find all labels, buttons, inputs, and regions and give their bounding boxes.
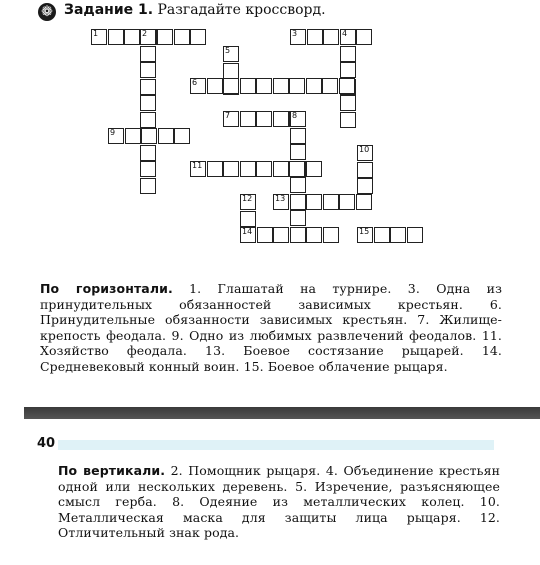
crossword-cell[interactable]: [207, 161, 223, 177]
crossword-cell[interactable]: [306, 78, 322, 94]
crossword-cell[interactable]: [374, 227, 390, 243]
crossword-cell[interactable]: [290, 227, 306, 243]
crossword-cell[interactable]: [207, 78, 223, 94]
crossword-cell[interactable]: [323, 29, 339, 45]
crossword-cell[interactable]: [339, 194, 355, 210]
crossword-cell[interactable]: [223, 161, 239, 177]
vertical-heading: По вертикали.: [58, 463, 166, 478]
clue-number: 9: [110, 128, 116, 137]
crossword-cell[interactable]: [240, 111, 256, 127]
task-icon: ❁: [38, 3, 56, 21]
clue-number: 10: [359, 145, 370, 154]
clue-number: 14: [242, 227, 253, 236]
clue-number: 11: [192, 161, 203, 170]
crossword-cell[interactable]: [290, 194, 306, 210]
crossword-cell[interactable]: [290, 210, 306, 226]
crossword-cell[interactable]: [306, 161, 322, 177]
page-number: 40: [37, 436, 56, 451]
crossword-cell[interactable]: [223, 78, 239, 94]
crossword-cell[interactable]: [339, 78, 355, 94]
crossword-cell[interactable]: [307, 29, 323, 45]
crossword-cell[interactable]: [125, 128, 141, 144]
vertical-text: 2. Помощник рыцаря. 4. Объединение крестьян одной или нескольких деревень. 5. Изречение, разъясняющее смысл герба. 8. Одеяние из металлических колец. 10. Металлическая маска для защиты лица рыцаря. 12. Отличительный знак рода.: [58, 463, 500, 541]
crossword-cell[interactable]: [140, 46, 156, 62]
crossword-cell[interactable]: [273, 227, 289, 243]
crossword-cell[interactable]: [140, 79, 156, 95]
crossword-cell[interactable]: [322, 78, 338, 94]
horizontal-text: 1. Глашатай на турнире. 3. Одна из принудительных обязанностей зависимых крестьян. 6. Принудительные обязанности зависимых крестьян. 7. Жилище-крепость феодала. 9. Одно из любимых развлечений феодалов. 11. Хозяйство феодала. 13. Боевое состязание рыцарей. 14. Средневековый конный воин. 15. Боевое облачение рыцаря.: [40, 281, 502, 374]
horizontal-heading: По горизонтали.: [40, 281, 173, 296]
crossword-cell[interactable]: [357, 162, 373, 178]
clue-number: 3: [292, 29, 298, 38]
clue-number: 2: [142, 29, 148, 38]
crossword-cell[interactable]: [356, 194, 372, 210]
crossword-cell[interactable]: [157, 29, 173, 45]
crossword-cell[interactable]: [306, 194, 322, 210]
crossword-cell[interactable]: [256, 111, 272, 127]
crossword-cell[interactable]: [289, 78, 305, 94]
crossword-cell[interactable]: [174, 29, 190, 45]
crossword-cell[interactable]: [290, 144, 306, 160]
crossword-cell[interactable]: [273, 111, 289, 127]
crossword-cell[interactable]: [340, 112, 356, 128]
clue-number: 13: [275, 194, 286, 203]
crossword-cell[interactable]: [356, 29, 372, 45]
crossword-cell[interactable]: [240, 78, 256, 94]
clue-number: 4: [342, 29, 348, 38]
crossword-cell[interactable]: [256, 78, 272, 94]
crossword-cell[interactable]: [340, 46, 356, 62]
crossword-cell[interactable]: [108, 29, 124, 45]
crossword-cell[interactable]: [390, 227, 406, 243]
crossword-cell[interactable]: [141, 128, 157, 144]
crossword-cell[interactable]: [357, 178, 373, 194]
crossword-cell[interactable]: [223, 63, 239, 79]
crossword-cell[interactable]: [289, 161, 305, 177]
crossword-cell[interactable]: [340, 62, 356, 78]
task-label: Задание 1.: [64, 2, 154, 18]
clue-number: 1: [93, 29, 99, 38]
crossword-cell[interactable]: [323, 227, 339, 243]
crossword-cell[interactable]: [140, 161, 156, 177]
page-divider-band: [24, 407, 540, 419]
crossword-cell[interactable]: [290, 128, 306, 144]
crossword-cell[interactable]: [340, 95, 356, 111]
crossword-grid: [0, 0, 540, 270]
clue-number: 12: [242, 194, 253, 203]
clue-number: 8: [292, 111, 298, 120]
crossword-cell[interactable]: [240, 211, 256, 227]
page-header-strip: [58, 440, 494, 450]
crossword-cell[interactable]: [140, 178, 156, 194]
crossword-cell[interactable]: [158, 128, 174, 144]
crossword-cell[interactable]: [290, 177, 306, 193]
clue-number: 6: [192, 78, 198, 87]
crossword-cell[interactable]: [256, 161, 272, 177]
crossword-cell[interactable]: [257, 227, 273, 243]
clue-number: 5: [225, 46, 231, 55]
crossword-cell[interactable]: [240, 161, 256, 177]
crossword-cell[interactable]: [140, 145, 156, 161]
crossword-cell[interactable]: [407, 227, 423, 243]
task-text: Разгадайте кроссворд.: [157, 2, 326, 18]
crossword-cell[interactable]: [140, 62, 156, 78]
crossword-cell[interactable]: [273, 78, 289, 94]
crossword-cell[interactable]: [140, 112, 156, 128]
crossword-cell[interactable]: [140, 95, 156, 111]
vertical-clues: [58, 463, 500, 541]
crossword-cell[interactable]: [124, 29, 140, 45]
horizontal-clues: [40, 281, 502, 375]
crossword-cell[interactable]: [306, 227, 322, 243]
crossword-cell[interactable]: [273, 161, 289, 177]
crossword-cell[interactable]: [323, 194, 339, 210]
crossword-cell[interactable]: [190, 29, 206, 45]
clue-number: 7: [225, 111, 231, 120]
crossword-cell[interactable]: [174, 128, 190, 144]
clue-number: 15: [359, 227, 370, 236]
